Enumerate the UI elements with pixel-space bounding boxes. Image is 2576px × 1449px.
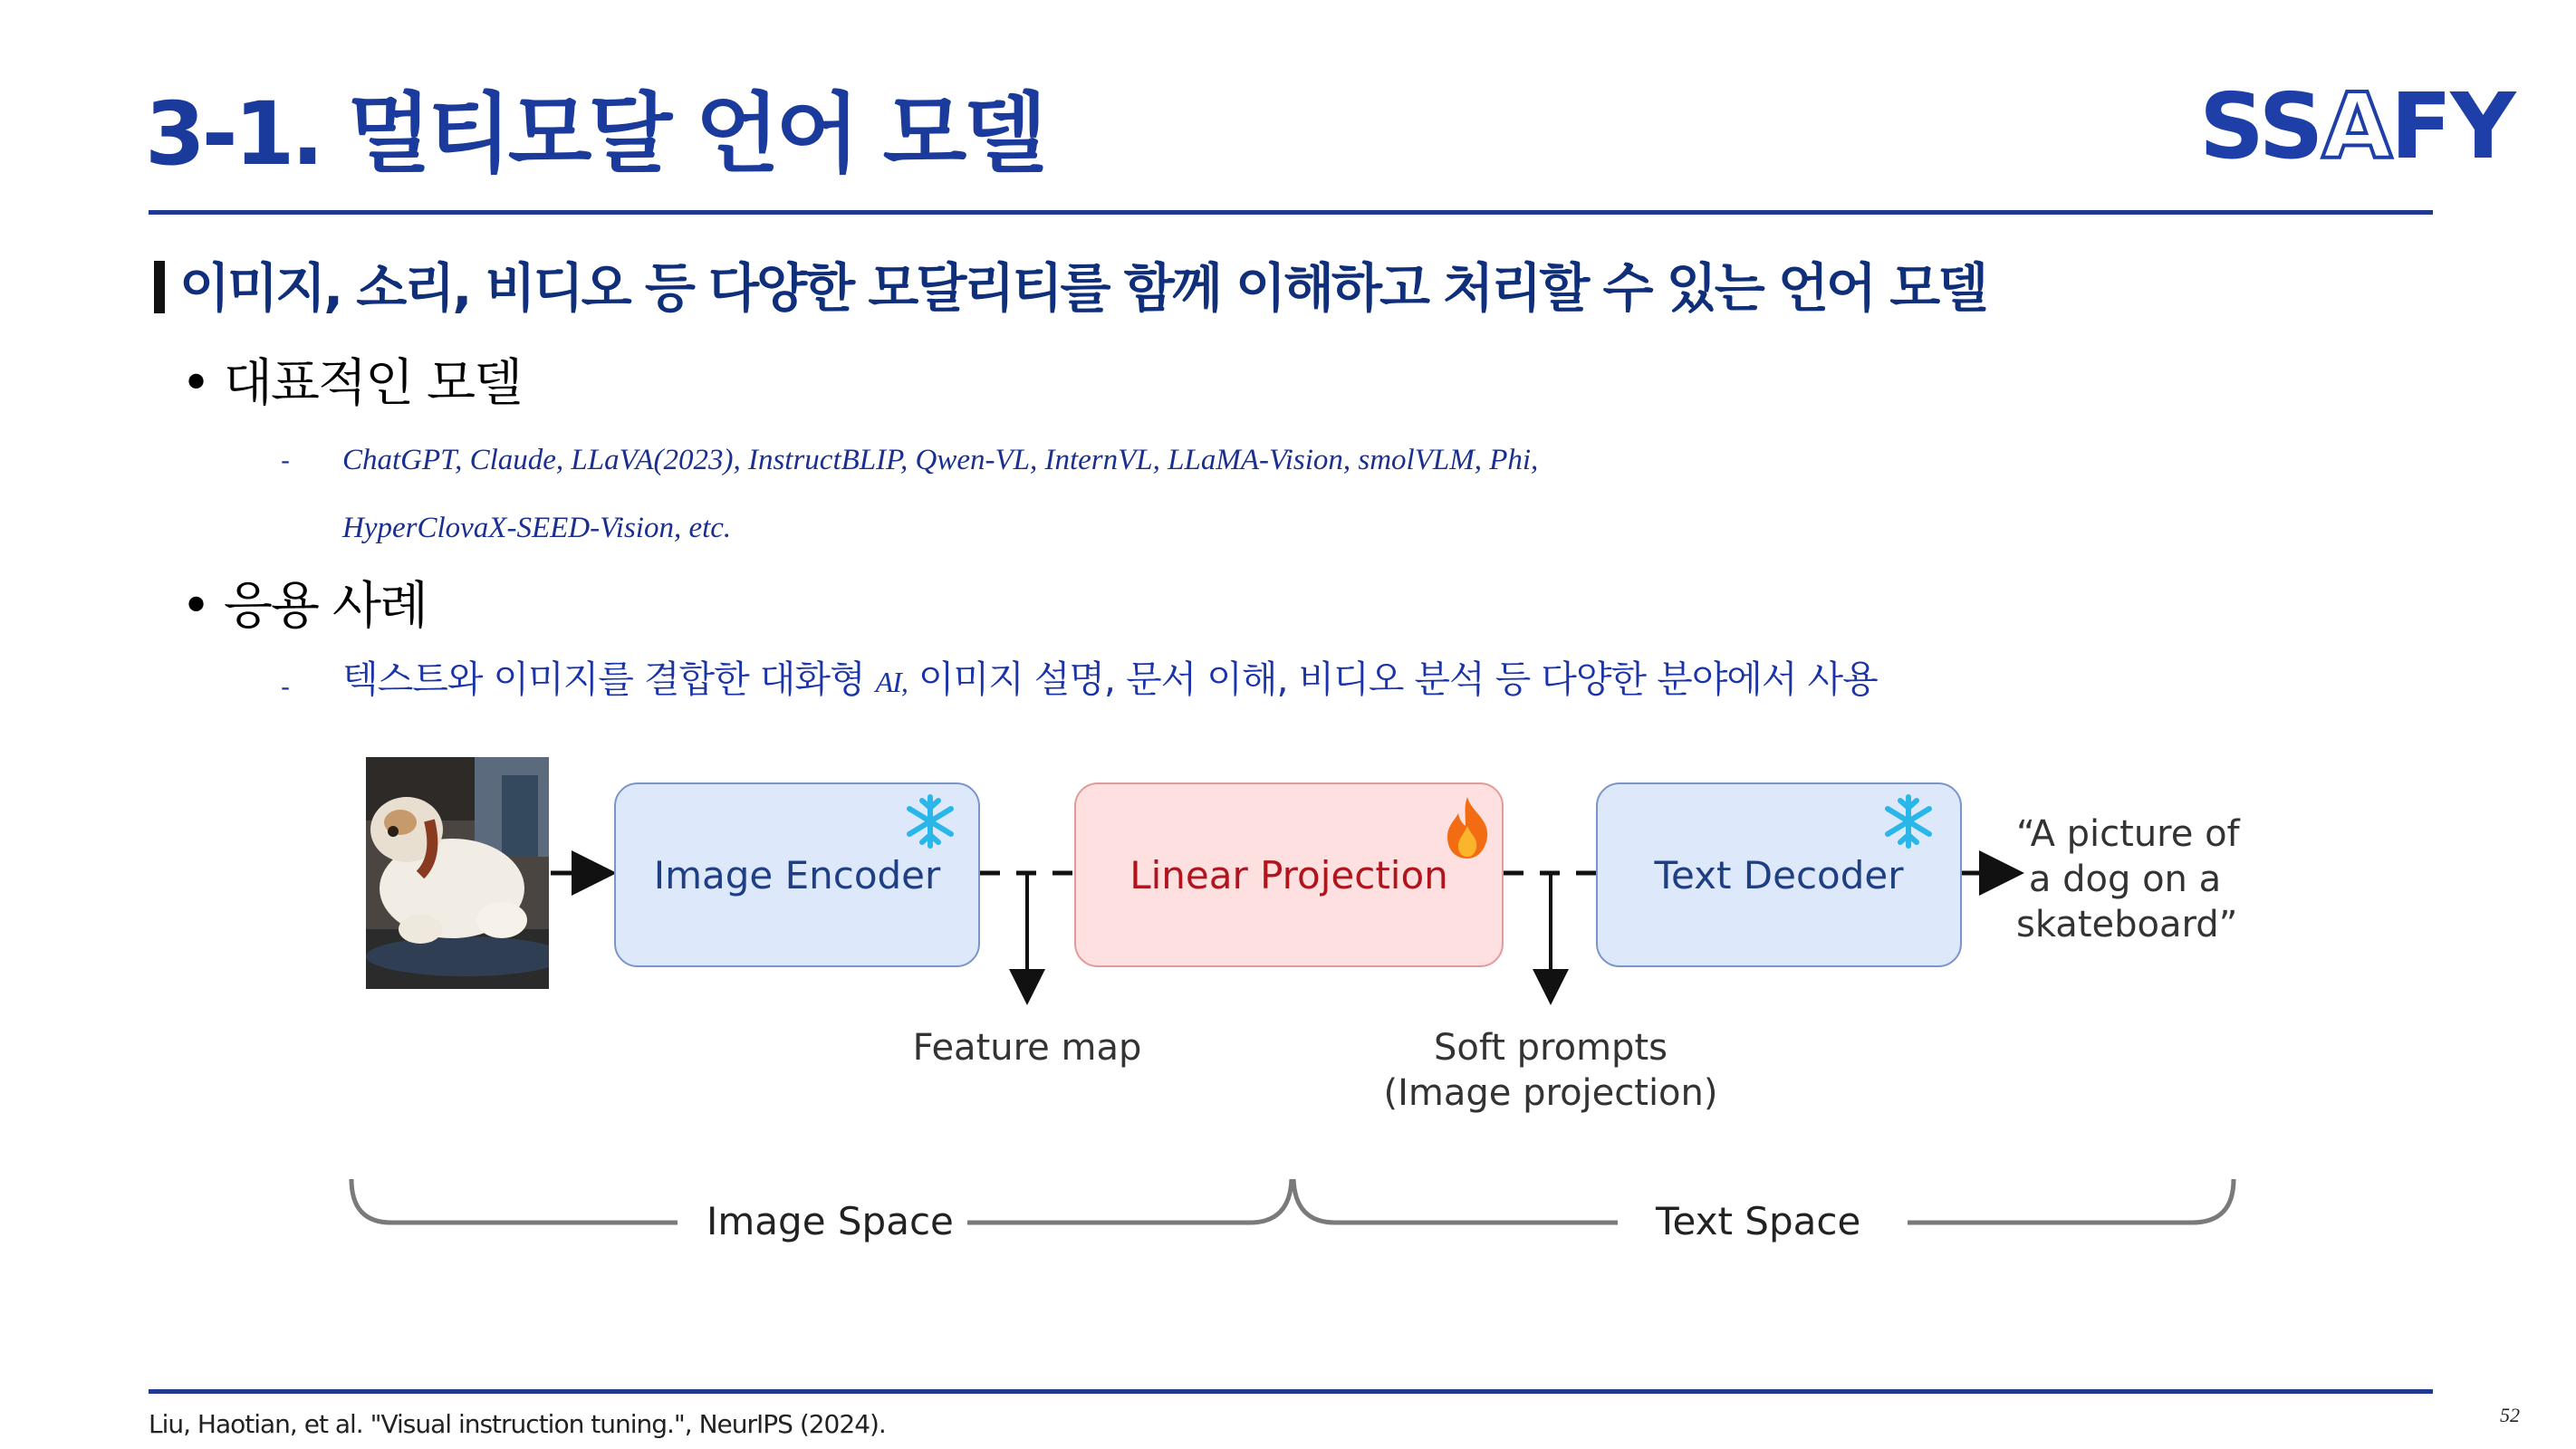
- linear-projection-label: Linear Projection: [1129, 852, 1448, 897]
- feature-map-label: Feature map: [912, 1027, 1142, 1069]
- snowflake-icon-decoder: [1880, 793, 1937, 849]
- soft-prompts-line1: Soft prompts: [1434, 1027, 1668, 1069]
- image-encoder-label: Image Encoder: [653, 852, 941, 897]
- logo-text-a: A: [2321, 73, 2390, 179]
- bullet-models: • 대표적인 모델: [181, 354, 522, 413]
- soft-prompts-label: [1370, 1025, 1732, 1116]
- output-caption-line3: skateboard”: [2016, 904, 2238, 945]
- logo-text-ss: SS: [2199, 73, 2322, 179]
- footer-divider: [149, 1389, 2433, 1394]
- image-space-label: Image Space: [706, 1199, 954, 1243]
- page-number: 52: [2500, 1404, 2520, 1426]
- usage-text-after: 이미지 설명, 문서 이해, 비디오 분석 등 다양한 분야에서 사용: [907, 657, 1878, 701]
- soft-prompts-line2: (Image projection): [1383, 1072, 1718, 1114]
- models-list-line2: HyperClovaX-SEED-Vision, etc.: [342, 512, 732, 544]
- text-space-label: Text Space: [1656, 1199, 1861, 1243]
- projection-to-decoder-connector: [1504, 873, 1596, 994]
- usage-text-before: 텍스트와 이미지를 결합한 대화형: [342, 657, 876, 701]
- page-title: 3-1. 멀티모달 언어 모델: [145, 83, 1044, 185]
- linear-projection-box: [1074, 782, 1504, 967]
- usage-ai: AI,: [875, 666, 908, 698]
- output-caption-line2: a dog on a: [2028, 859, 2222, 900]
- usage-dash: -: [281, 672, 291, 702]
- models-dash: -: [281, 446, 291, 475]
- text-decoder-label: Text Decoder: [1654, 852, 1904, 897]
- bullet-usage: • 응용 사례: [181, 577, 428, 636]
- logo-text-fy: FY: [2389, 73, 2514, 179]
- output-caption: [2016, 811, 2240, 947]
- footer-citation: Liu, Haotian, et al. "Visual instruction tuning.", NeurIPS (2024).: [149, 1409, 886, 1439]
- subtitle-text: 이미지, 소리, 비디오 등 다양한 모달리티를 함께 이해하고 처리할 수 있는 언어 모델: [179, 257, 1986, 319]
- models-list-line1: ChatGPT, Claude, LLaVA(2023), InstructBLIP, Qwen-VL, InternVL, LLaMA-Vision, smolVLM, Phi,: [342, 444, 1539, 476]
- output-caption-line1: “A picture of: [2016, 813, 2240, 855]
- snowflake-icon: [902, 793, 958, 849]
- encoder-to-projection-connector: [980, 873, 1074, 994]
- fire-icon: [1442, 795, 1493, 860]
